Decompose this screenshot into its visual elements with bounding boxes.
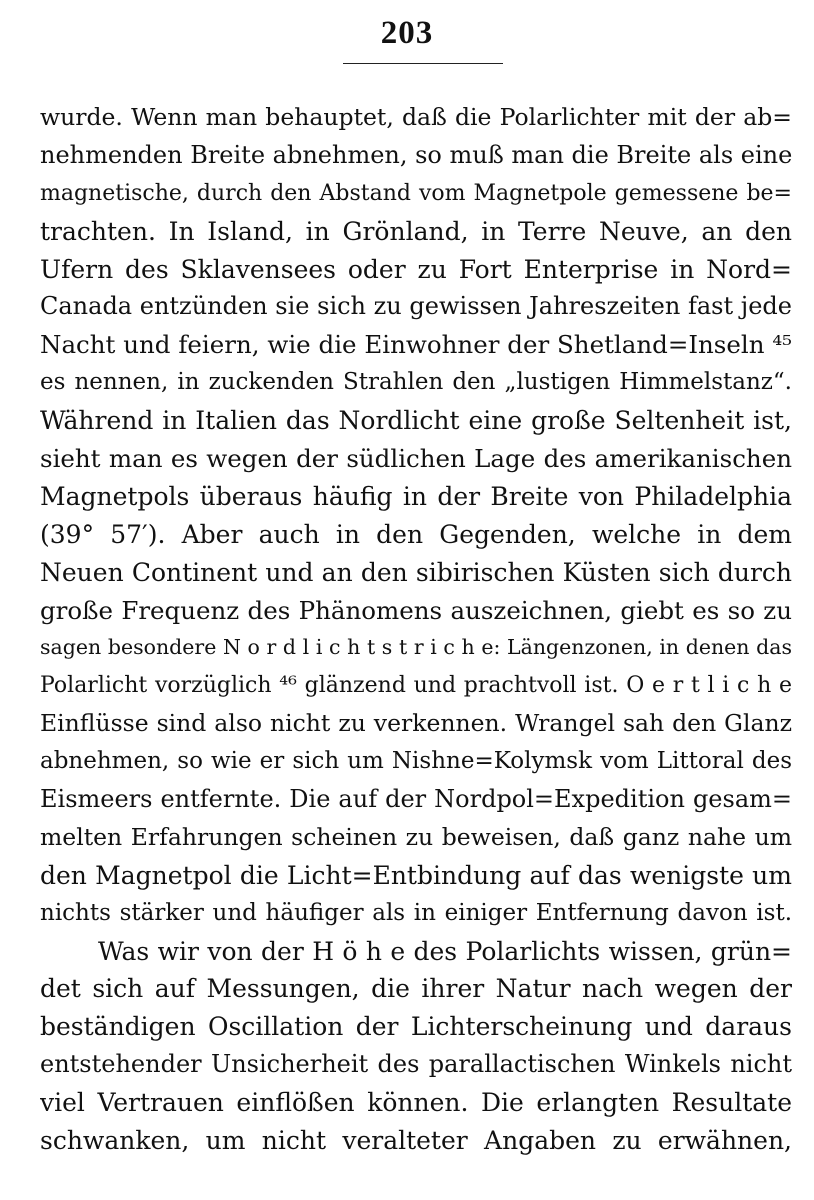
text-line: nehmenden Breite abnehmen, so muß man die Breite als eine <box>40 140 792 169</box>
text-line: Während in Italien das Nordlicht eine große Seltenheit ist, <box>40 406 792 436</box>
text-line: den Magnetpol die Licht=Entbindung auf das wenigste um <box>40 860 792 890</box>
page-number: 203 <box>380 15 434 51</box>
text-line: große Frequenz des Phänomens auszeichnen, giebt es so zu <box>40 595 792 625</box>
text-line: es nennen, in zuckenden Strahlen den „lustigen Himmelstanz“. <box>40 369 792 396</box>
text-line: Ufern des Sklavensees oder zu Fort Enterprise in Nord= <box>40 254 792 284</box>
text-line: viel Vertrauen einflößen können. Die erlangten Resultate <box>40 1088 792 1118</box>
text-line: Neuen Continent und an den sibirischen Küsten sich durch <box>40 557 792 587</box>
text-line: (39° 57′). Aber auch in den Gegenden, welche in dem <box>40 519 792 549</box>
text-line: schwanken, um nicht veralteter Angaben zu erwähnen, <box>40 1126 792 1156</box>
text-line: nichts stärker und häufiger als in einiger Entfernung davon ist. <box>40 899 792 926</box>
text-line: magnetische, durch den Abstand vom Magnetpole gemessene be= <box>40 180 792 206</box>
text-line: entstehender Unsicherheit des parallactischen Winkels nicht <box>40 1050 792 1079</box>
text-line: abnehmen, so wie er sich um Nishne=Kolymsk vom Littoral des <box>40 748 792 775</box>
text-line: Einflüsse sind also nicht zu verkennen. Wrangel sah den Glanz <box>40 709 792 738</box>
text-line: Was wir von der H ö h e des Polarlichts wissen, grün= <box>98 936 792 966</box>
text-line: Magnetpols überaus häufig in der Breite von Philadelphia <box>40 481 792 511</box>
text-line: sieht man es wegen der südlichen Lage des amerikanischen <box>40 444 792 474</box>
text-line: melten Erfahrungen scheinen zu beweisen, daß ganz nahe um <box>40 822 792 851</box>
text-line: wurde. Wenn man behauptet, daß die Polarlichter mit der ab= <box>40 103 792 131</box>
text-line: beständigen Oscillation der Lichterscheinung und daraus <box>40 1012 792 1042</box>
text-line: Polarlicht vorzüglich ⁴⁶ glänzend und prachtvoll ist. O e r t l i c h e <box>40 673 792 699</box>
text-line: det sich auf Messungen, die ihrer Natur nach wegen der <box>40 974 792 1004</box>
text-line: trachten. In Island, in Grönland, in Terre Neuve, an den <box>40 216 792 246</box>
text-line: Eismeers entfernte. Die auf der Nordpol=Expedition gesam= <box>40 785 792 814</box>
body-text <box>40 99 792 1160</box>
text-line: Canada entzünden sie sich zu gewissen Jahreszeiten fast jede <box>40 292 792 321</box>
header-rule <box>343 63 503 64</box>
text-line: Nacht und feiern, wie die Einwohner der Shetland=Inseln ⁴⁵ <box>40 330 792 360</box>
text-line: sagen besondere N o r d l i c h t s t r i c h e: Längenzonen, in denen das <box>40 635 792 660</box>
